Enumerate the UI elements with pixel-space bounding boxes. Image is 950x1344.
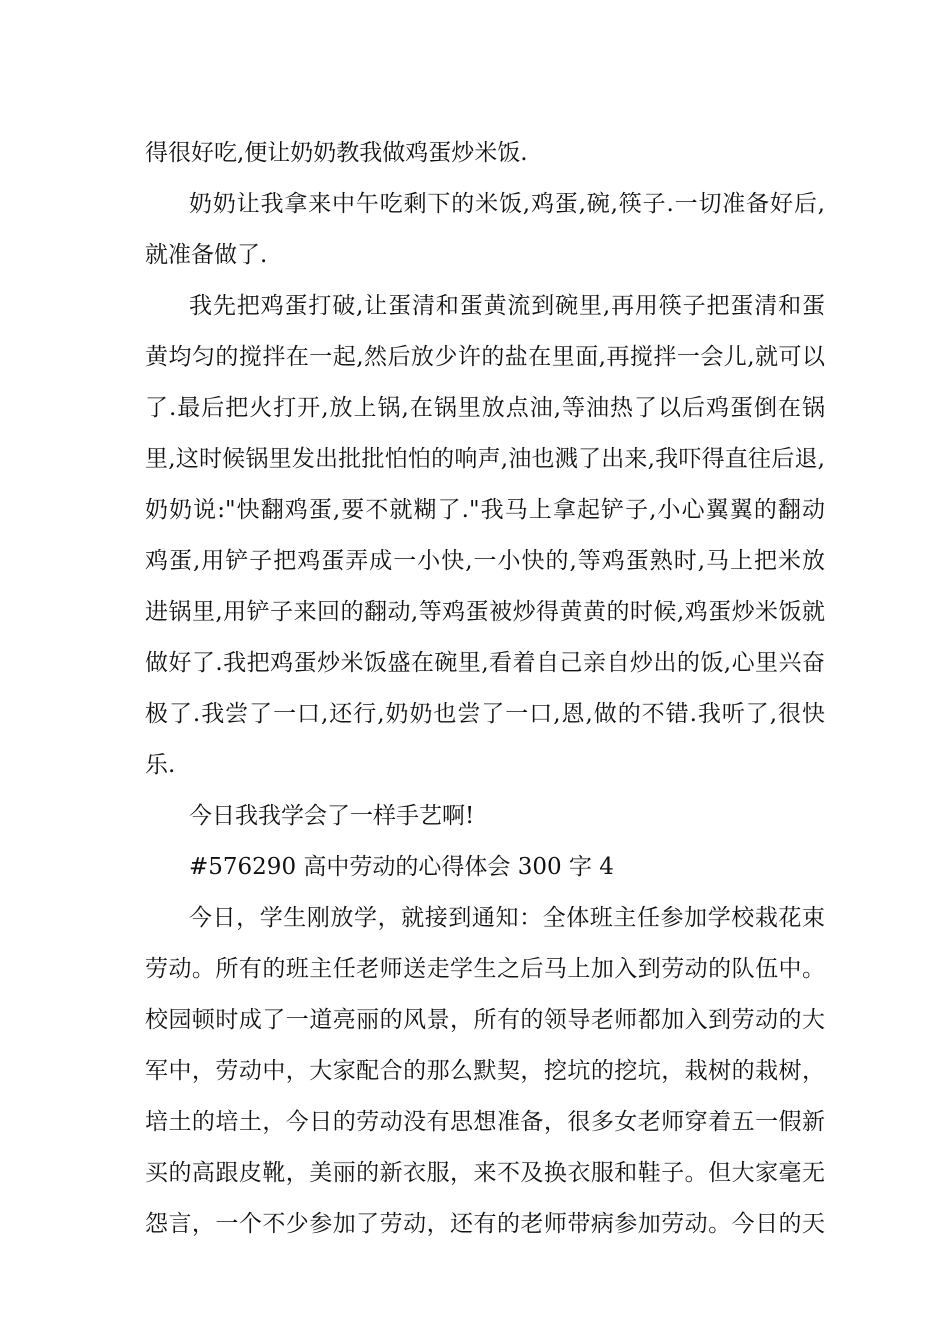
text-line: 军中，劳动中，大家配合的那么默契，挖坑的挖坑，栽树的栽树， <box>145 1058 825 1084</box>
text-line: 买的高跟皮靴，美丽的新衣服，来不及换衣服和鞋子。但大家毫无 <box>145 1160 825 1186</box>
section-heading: #576290 高中劳动的心得体会 300 字 4 <box>189 854 614 880</box>
text-line: 乐. <box>145 752 176 778</box>
text-line: 培土的培土，今日的劳动没有思想准备，很多女老师穿着五一假新 <box>145 1109 825 1135</box>
text-line: 奶奶说:"快翻鸡蛋,要不就糊了."我马上拿起铲子,小心翼翼的翻动 <box>145 497 825 523</box>
paragraph-start-line: 今日，学生刚放学，就接到通知：全体班主任参加学校栽花束 <box>189 905 825 931</box>
text-line: 劳动。所有的班主任老师送走学生之后马上加入到劳动的队伍中。 <box>145 956 825 982</box>
paragraph-start-line: 我先把鸡蛋打破,让蛋清和蛋黄流到碗里,再用筷子把蛋清和蛋 <box>189 293 825 319</box>
paragraph-start-line: 今日我我学会了一样手艺啊! <box>189 803 475 829</box>
document-body <box>145 128 825 1250</box>
text-line: 做好了.我把鸡蛋炒米饭盛在碗里,看着自己亲自炒出的饭,心里兴奋 <box>145 650 825 676</box>
text-line: 校园顿时成了一道亮丽的风景，所有的领导老师都加入到劳动的大 <box>145 1007 825 1033</box>
text-line: 进锅里,用铲子来回的翻动,等鸡蛋被炒得黄黄的时候,鸡蛋炒米饭就 <box>145 599 825 625</box>
paragraph-start-line: 奶奶让我拿来中午吃剩下的米饭,鸡蛋,碗,筷子.一切准备好后, <box>189 191 825 217</box>
text-line: 就准备做了. <box>145 242 268 268</box>
text-line: 鸡蛋,用铲子把鸡蛋弄成一小快,一小快的,等鸡蛋熟时,马上把米放 <box>145 548 825 574</box>
text-line: 怨言，一个不少参加了劳动，还有的老师带病参加劳动。今日的天 <box>145 1211 825 1237</box>
text-line: 了.最后把火打开,放上锅,在锅里放点油,等油热了以后鸡蛋倒在锅 <box>145 395 825 421</box>
text-line: 极了.我尝了一口,还行,奶奶也尝了一口,恩,做的不错.我听了,很快 <box>145 701 825 727</box>
text-line: 得很好吃,便让奶奶教我做鸡蛋炒米饭. <box>145 140 528 166</box>
text-line: 里,这时候锅里发出批批怕怕的响声,油也溅了出来,我吓得直往后退, <box>145 446 825 472</box>
text-line: 黄均匀的搅拌在一起,然后放少许的盐在里面,再搅拌一会儿,就可以 <box>145 344 825 370</box>
